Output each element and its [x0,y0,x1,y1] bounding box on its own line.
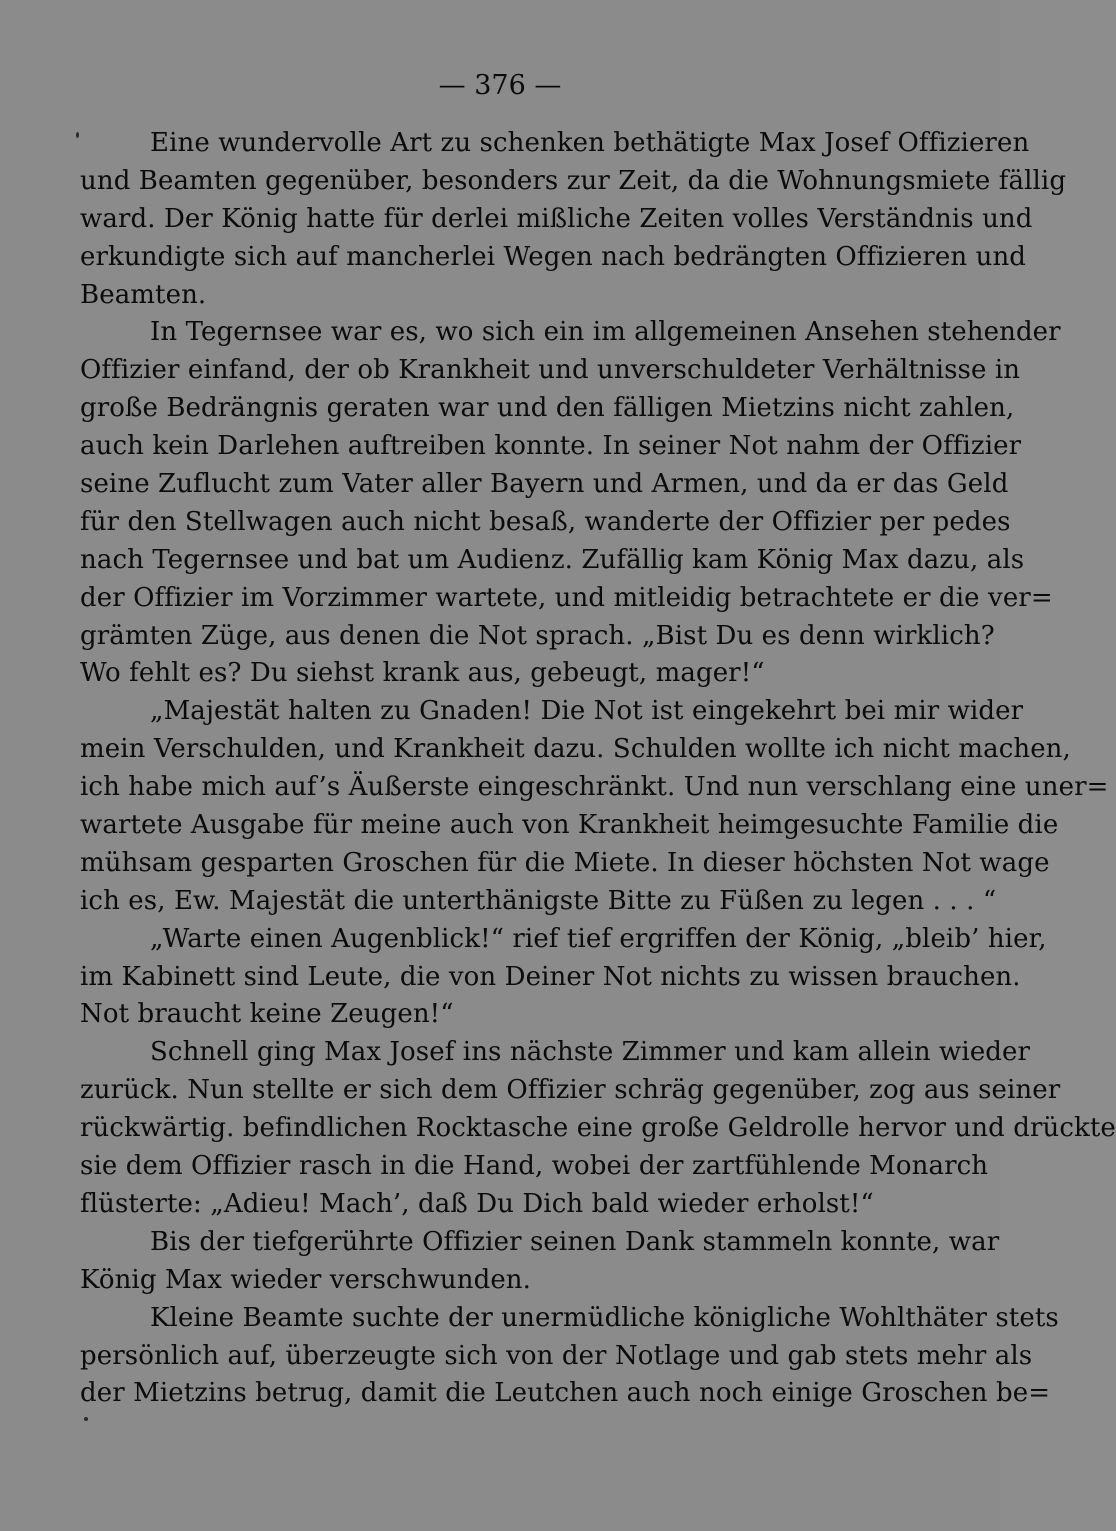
text-line: König Max wieder verschwunden. [80,1264,532,1295]
ink-speck [76,132,79,138]
text-line: Eine wundervolle Art zu schenken bethätigte Max Josef Offizieren [150,128,1030,158]
text-line: ward. Der König hatte für derlei mißliche Zeiten volles Verständnis und [80,203,1033,234]
text-line: ich habe mich auf’s Äußerste eingeschränkt. Und nun verschlang eine uner= [80,772,1109,803]
text-line: der Offizier im Vorzimmer wartete, und mitleidig betrachtete er die ver= [80,582,1053,613]
text-line: seine Zuflucht zum Vater aller Bayern und Armen, und da er das Geld [80,469,1009,500]
text-line: der Mietzins betrug, damit die Leutchen auch noch einige Groschen be= [80,1378,1051,1409]
ink-speck [84,1417,88,1421]
text-line: Schnell ging Max Josef ins nächste Zimmer und kam allein wieder [150,1037,1031,1068]
text-line: „Warte einen Augenblick!“ rief tief ergriffen der König, „bleib’ hier, [150,923,1047,954]
page-number: — 376 — [438,70,562,101]
text-line: „Majestät halten zu Gnaden! Die Not ist eingekehrt bei mir wider [150,696,1024,727]
text-line: flüsterte: „Adieu! Mach’, daß Du Dich bald wieder erholst!“ [80,1188,874,1219]
text-line: Wo fehlt es? Du siehst krank aus, gebeugt, mager!“ [80,658,765,689]
text-line: erkundigte sich auf mancherlei Wegen nach bedrängten Offizieren und [80,241,1027,272]
text-line: zurück. Nun stellte er sich dem Offizier schräg gegenüber, zog aus seiner [80,1075,1061,1106]
text-line: Beamten. [80,279,207,310]
text-line: rückwärtig. befindlichen Rocktasche eine große Geldrolle hervor und drückte [80,1113,1116,1144]
text-line: In Tegernsee war es, wo sich ein im allgemeinen Ansehen stehender [150,317,1061,348]
text-line: persönlich auf, überzeugte sich von der Notlage und gab stets mehr als [80,1340,1033,1371]
text-line: sie dem Offizier rasch in die Hand, wobei der zartfühlende Monarch [80,1151,989,1182]
body-text [80,125,1116,1413]
text-line: Not braucht keine Zeugen!“ [80,999,454,1030]
text-line: Offizier einfand, der ob Krankheit und unverschuldeter Verhältnisse in [80,355,1021,386]
text-line: im Kabinett sind Leute, die von Deiner Not nichts zu wissen brauchen. [80,961,1021,992]
text-line: große Bedrängnis geraten war und den fälligen Mietzins nicht zahlen, [80,393,1015,424]
text-line: für den Stellwagen auch nicht besaß, wanderte der Offizier per pedes [80,506,1011,537]
text-line: Bis der tiefgerührte Offizier seinen Dank stammeln konnte, war [150,1226,1000,1257]
text-line: ich es, Ew. Majestät die unterthänigste Bitte zu Füßen zu legen . . . “ [80,885,997,916]
text-line: nach Tegernsee und bat um Audienz. Zufällig kam König Max dazu, als [80,544,1025,575]
text-line: grämten Züge, aus denen die Not sprach. „Bist Du es denn wirklich? [80,620,995,651]
text-line: und Beamten gegenüber, besonders zur Zeit, da die Wohnungsmiete fällig [80,165,1067,196]
text-line: mühsam gesparten Groschen für die Miete. In dieser höchsten Not wage [80,847,1050,878]
text-line: mein Verschulden, und Krankheit dazu. Schulden wollte ich nicht machen, [80,734,1071,765]
text-line: wartete Ausgabe für meine auch von Krankheit heimgesuchte Familie die [80,810,1059,841]
text-line: Kleine Beamte suchte der unermüdliche königliche Wohlthäter stets [150,1302,1059,1333]
text-line: auch kein Darlehen auftreiben konnte. In seiner Not nahm der Offizier [80,431,1022,462]
